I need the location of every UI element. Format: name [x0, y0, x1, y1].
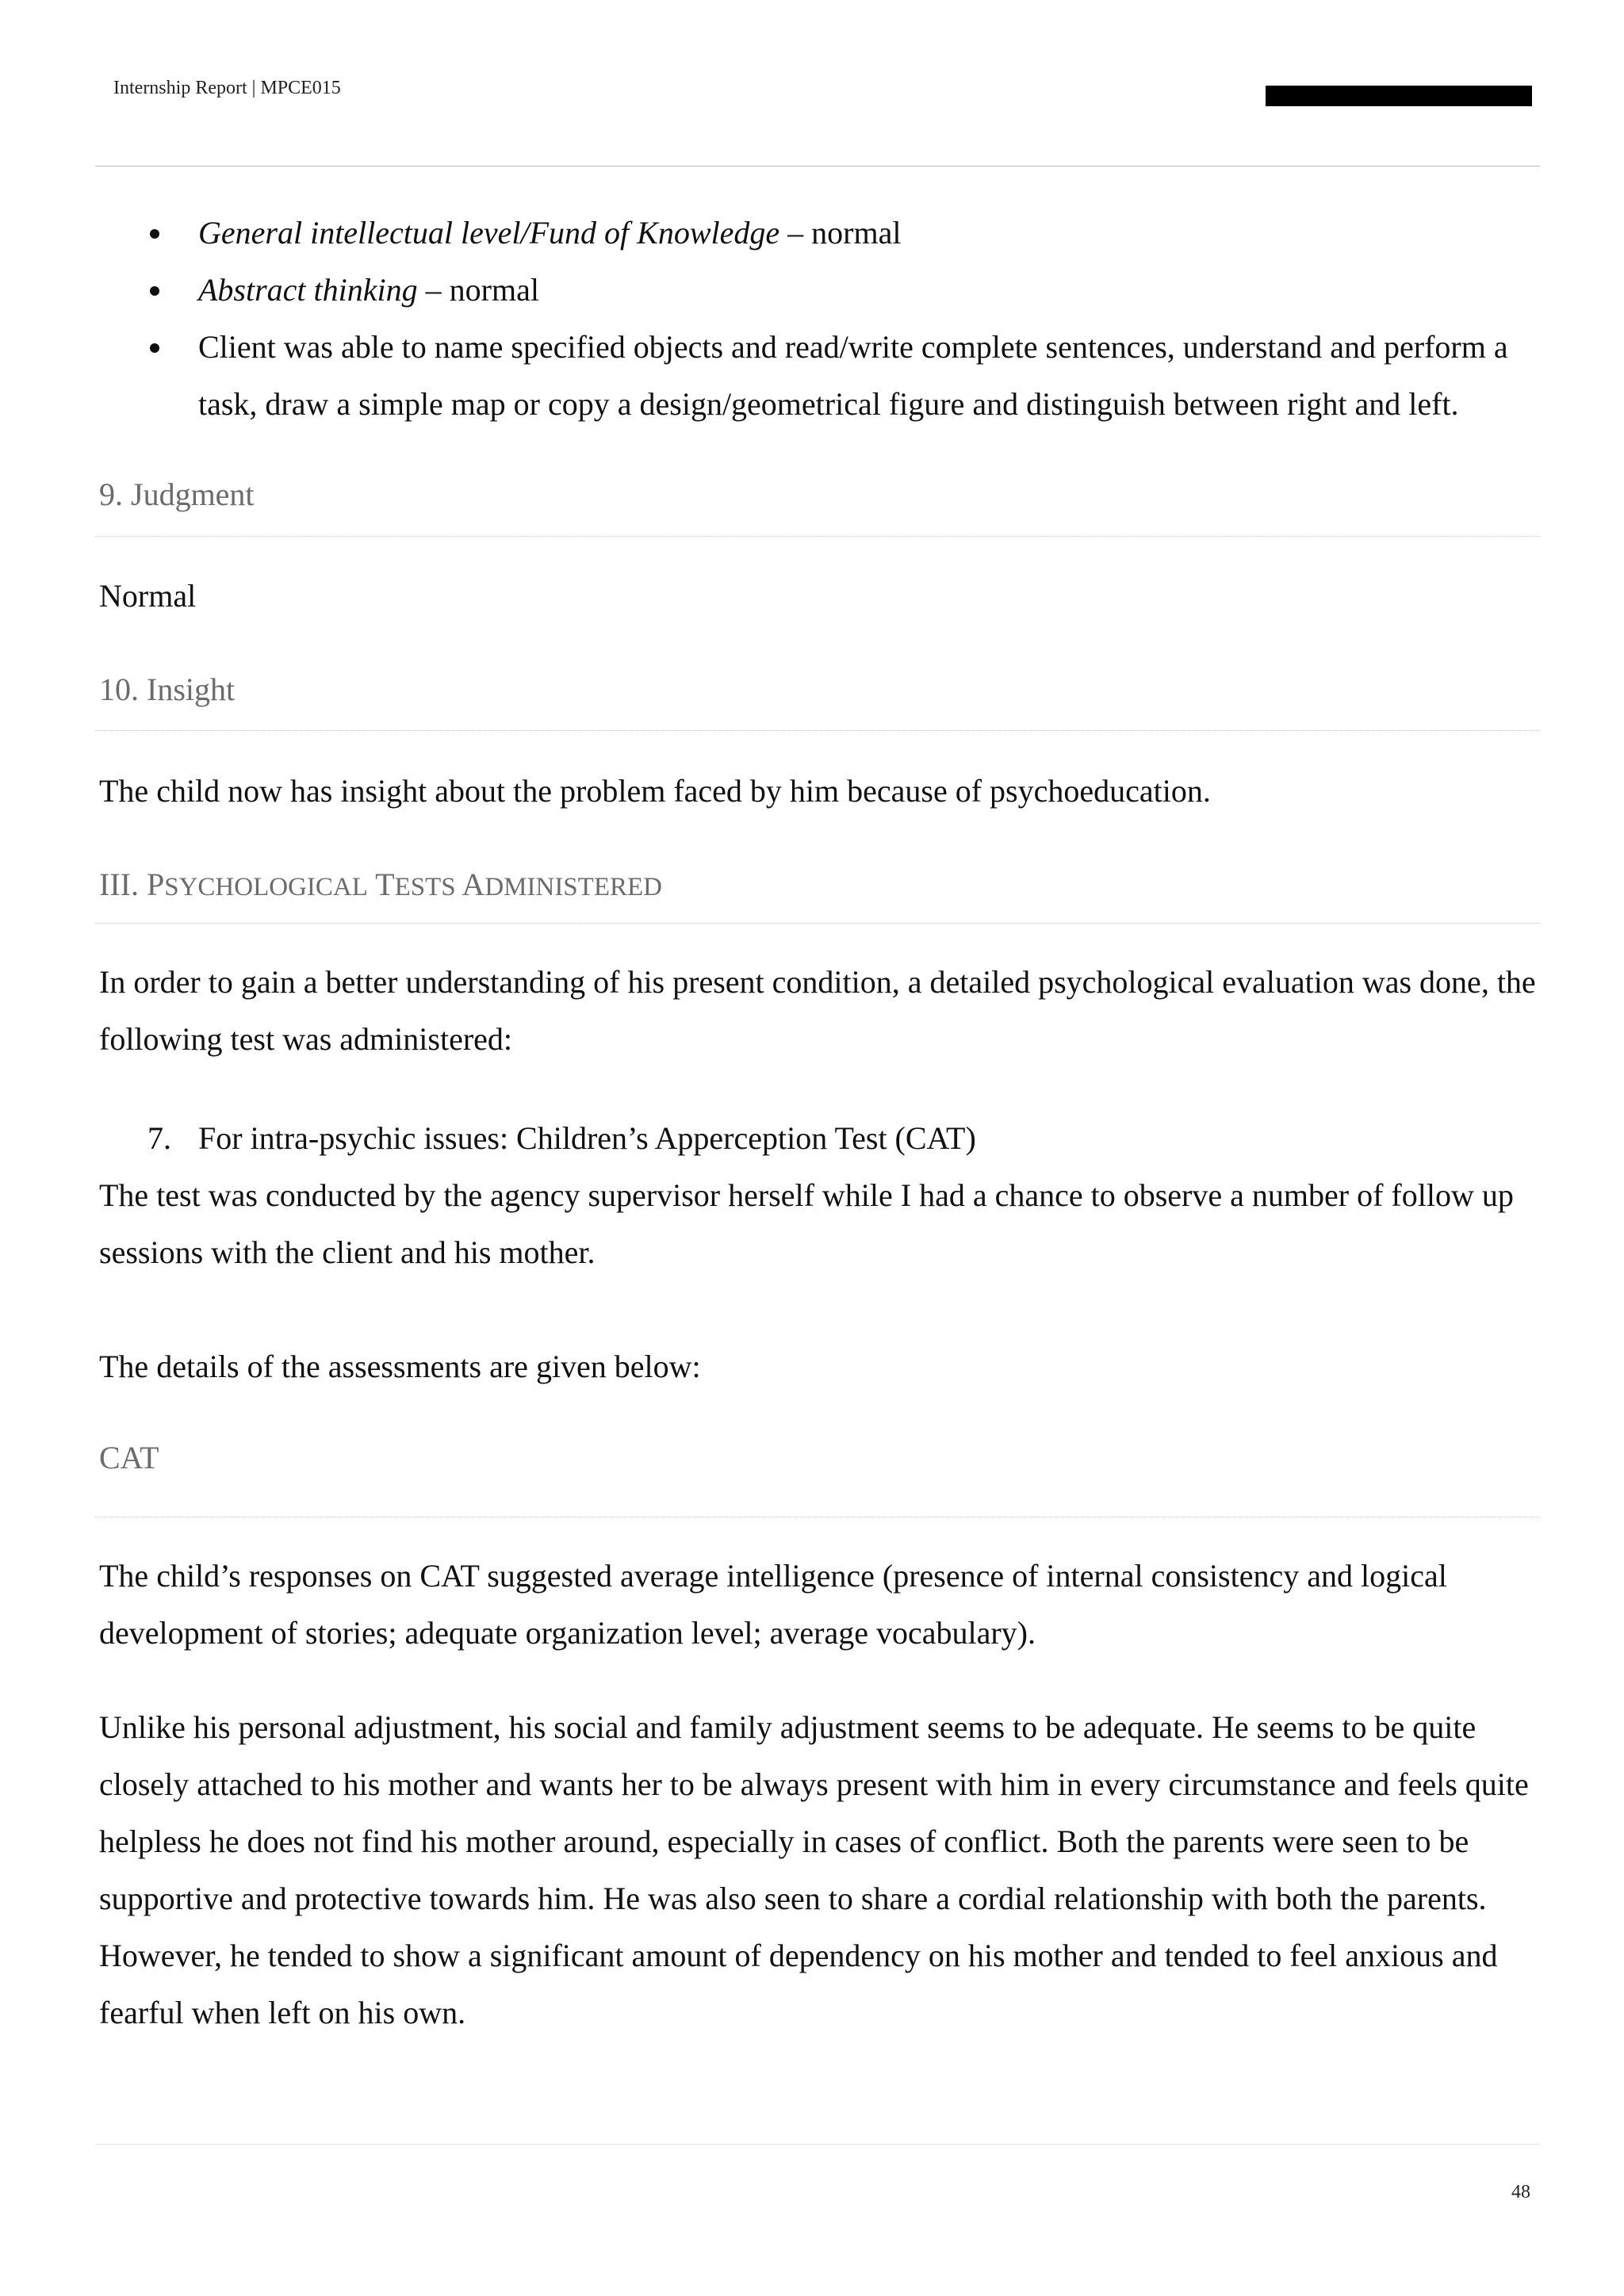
running-header-title: Internship Report | MPCE015 — [113, 78, 341, 98]
mse-bullet-list — [147, 205, 1540, 433]
cat-heading: CAT — [99, 1440, 159, 1475]
cat-paragraph-2: Unlike his personal adjustment, his social and family adjustment seems to be adequate. He seems to be quite closely attached to his mother and wants her to be always present with him in every circumstance and feels quite helpless he does not find his mother around, especially in cases of conflict. Both the parents were seen to be supportive and protective towards him. He was also seen to share a cordial relationship with both the parents. However, he tended to show a significant amount of dependency on his mother and tended to feel anxious and fearful when left on his own. — [99, 1709, 1529, 2030]
list-item — [147, 262, 1540, 319]
list-item — [147, 205, 1540, 262]
test-conducted-text: The test was conducted by the agency supervisor herself while I had a chance to observe a number of follow up sessions with the client and his mother. — [99, 1177, 1514, 1270]
item-text: For intra-psychic issues: Children’s Apperception Test (CAT) — [198, 1120, 976, 1156]
footer-rule — [95, 2144, 1540, 2145]
bullet-icon — [150, 286, 159, 296]
bullet-term: Abstract thinking — [198, 272, 418, 308]
insight-text: The child now has insight about the problem faced by him because of psychoeducation. — [99, 773, 1211, 809]
page-number: 48 — [1511, 2182, 1530, 2202]
item-number: 7. — [147, 1120, 171, 1156]
bullet-value: – normal — [417, 272, 539, 308]
bullet-icon — [150, 343, 159, 353]
cat-paragraph-1: The child’s responses on CAT suggested average intelligence (presence of internal consistency and logical development of stories; adequate organization level; average vocabulary). — [99, 1558, 1447, 1651]
list-item — [147, 319, 1540, 433]
section-divider — [95, 923, 1540, 924]
bullet-icon — [150, 229, 159, 239]
bullet-value: – normal — [779, 215, 902, 251]
header-redaction-bar — [1266, 86, 1532, 106]
tests-intro: In order to gain a better understanding of his present condition, a detailed psychological evaluation was done, the following test was administered: — [99, 964, 1536, 1057]
numbered-item — [147, 1110, 976, 1167]
details-text: The details of the assessments are given below: — [99, 1349, 701, 1384]
insight-heading: 10. Insight — [99, 672, 236, 707]
bullet-term: General intellectual level/Fund of Knowledge — [198, 215, 780, 251]
bullet-text: Client was able to name specified objects and read/write complete sentences, understand and perform a task, draw a simple map or copy a design/geometrical figure and distinguish between right and left. — [198, 329, 1508, 422]
section-divider — [95, 536, 1540, 537]
judgment-text: Normal — [99, 578, 197, 614]
section-divider — [95, 730, 1540, 731]
judgment-heading: 9. Judgment — [99, 476, 255, 512]
section-heading-tests: III. PSYCHOLOGICAL TESTS ADMINISTERED — [99, 867, 662, 902]
